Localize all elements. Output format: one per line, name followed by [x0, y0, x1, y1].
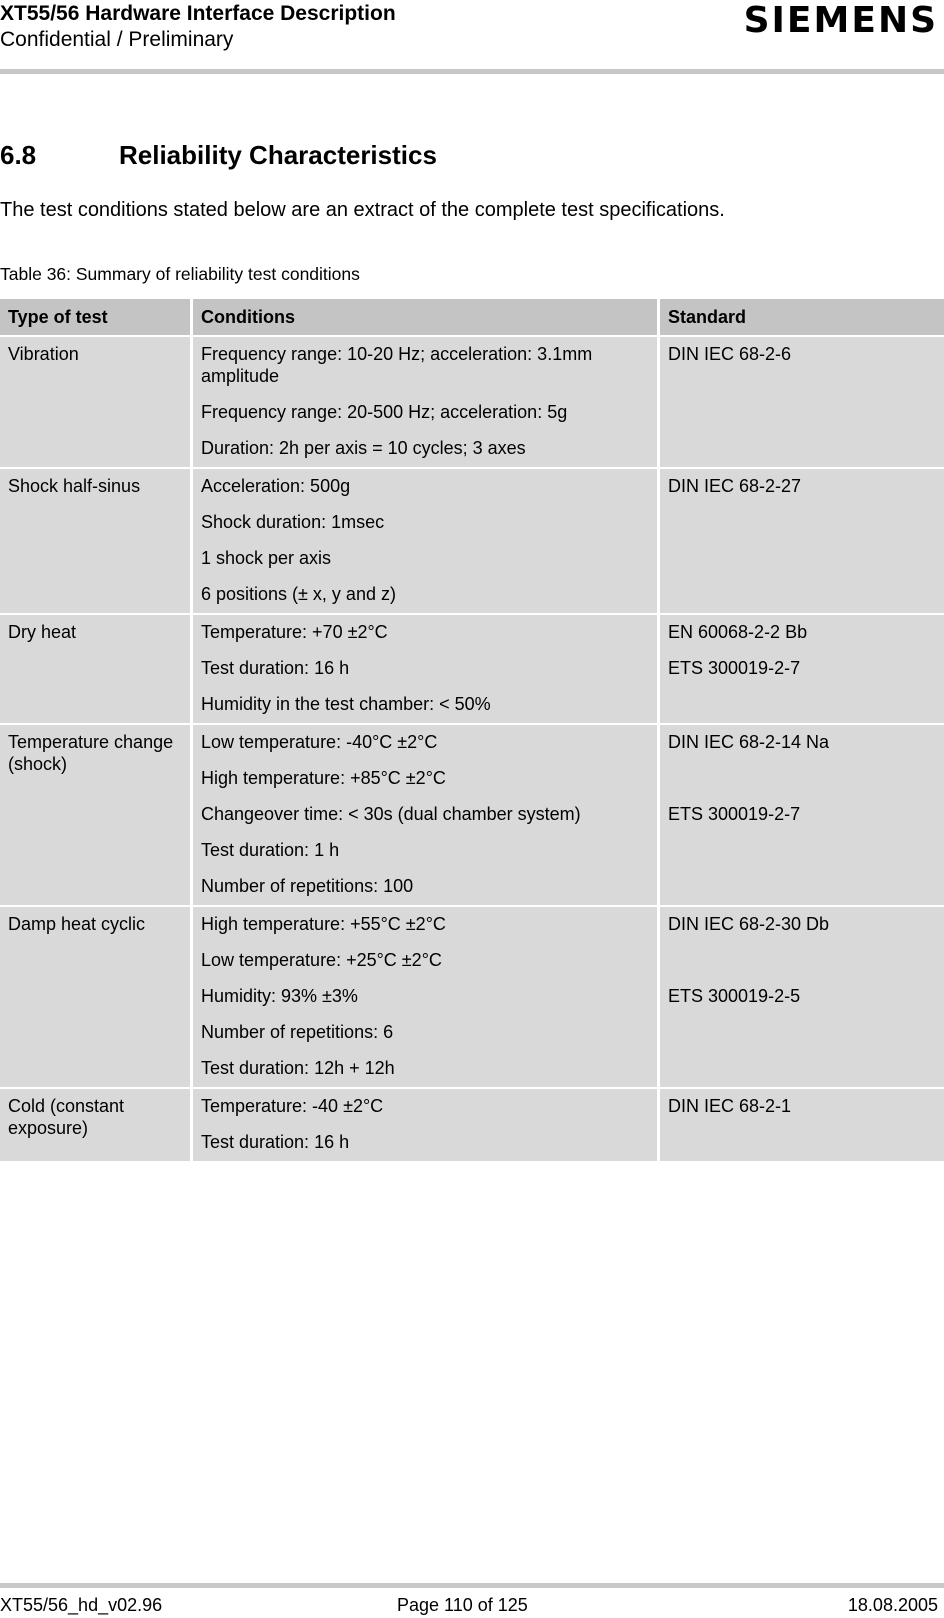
- condition-line: Duration: 2h per axis = 10 cycles; 3 axes: [201, 438, 526, 458]
- condition-line: Humidity in the test chamber: < 50%: [201, 694, 491, 714]
- cell-standard: [660, 337, 944, 469]
- condition-line: 1 shock per axis: [201, 548, 332, 568]
- condition-line: Test duration: 1 h: [201, 840, 340, 860]
- standard-line: ETS 300019-2-7: [668, 658, 801, 678]
- condition-line: Acceleration: 500g: [201, 476, 351, 496]
- cell-standard: [660, 725, 944, 907]
- condition-line: Number of repetitions: 6: [201, 1022, 394, 1042]
- condition-line: Number of repetitions: 100: [201, 876, 414, 896]
- footer-doc-id: XT55/56_hd_v02.96: [0, 1595, 163, 1615]
- table-row: [0, 1089, 944, 1163]
- standard-line: DIN IEC 68-2-6: [668, 344, 792, 364]
- standard-line: [668, 949, 936, 971]
- condition-line: Temperature: -40 ±2°C: [201, 1096, 384, 1116]
- footer-page-number: Page 110 of 125: [397, 1595, 528, 1615]
- table-row: [0, 469, 944, 615]
- cell-conditions: [193, 337, 660, 469]
- condition-line: High temperature: +85°C ±2°C: [201, 768, 446, 788]
- condition-line: Test duration: 16 h: [201, 1132, 350, 1152]
- footer-divider: [0, 1583, 944, 1588]
- cell-standard: [660, 615, 944, 725]
- header-standard: Standard: [660, 299, 944, 337]
- table-row: [0, 337, 944, 469]
- cell-type-of-test: Dry heat: [0, 615, 193, 725]
- header-conditions: Conditions: [193, 299, 660, 337]
- section-number: 6.8: [0, 140, 37, 170]
- cell-conditions: [193, 615, 660, 725]
- standard-line: DIN IEC 68-2-30 Db: [668, 914, 830, 934]
- condition-line: Temperature: +70 ±2°C: [201, 622, 388, 642]
- cell-standard: [660, 1089, 944, 1163]
- siemens-logo: SIEMENS: [743, 0, 938, 41]
- table-body: [0, 337, 944, 1163]
- condition-line: 6 positions (± x, y and z): [201, 584, 396, 604]
- header-type-of-test: Type of test: [0, 299, 193, 337]
- section-heading: [0, 140, 437, 171]
- condition-line: Low temperature: -40°C ±2°C: [201, 732, 438, 752]
- standard-line: DIN IEC 68-2-27: [668, 476, 802, 496]
- standard-line: [668, 767, 936, 789]
- cell-conditions: [193, 1089, 660, 1163]
- condition-line: Changeover time: < 30s (dual chamber system): [201, 804, 581, 824]
- header-divider: [0, 69, 944, 74]
- cell-conditions: [193, 725, 660, 907]
- condition-line: Shock duration: 1msec: [201, 512, 385, 532]
- cell-conditions: [193, 907, 660, 1089]
- section-title: Reliability Characteristics: [119, 140, 437, 170]
- cell-type-of-test: Cold (constant exposure): [0, 1089, 193, 1163]
- cell-standard: [660, 469, 944, 615]
- document-title: XT55/56 Hardware Interface Description: [0, 2, 396, 25]
- intro-paragraph: The test conditions stated below are an extract of the complete test specifications.: [0, 199, 725, 221]
- cell-type-of-test: Shock half-sinus: [0, 469, 193, 615]
- condition-line: High temperature: +55°C ±2°C: [201, 914, 446, 934]
- cell-type-of-test: Vibration: [0, 337, 193, 469]
- standard-line: EN 60068-2-2 Bb: [668, 622, 808, 642]
- table-caption: Table 36: Summary of reliability test conditions: [0, 264, 360, 284]
- condition-line: Test duration: 16 h: [201, 658, 350, 678]
- condition-line: Frequency range: 20-500 Hz; acceleration: 5g: [201, 402, 568, 422]
- cell-type-of-test: Temperature change (shock): [0, 725, 193, 907]
- document-subtitle: Confidential / Preliminary: [0, 28, 234, 51]
- table-row: [0, 907, 944, 1089]
- standard-line: ETS 300019-2-7: [668, 804, 801, 824]
- cell-type-of-test: Damp heat cyclic: [0, 907, 193, 1089]
- table-row: [0, 725, 944, 907]
- condition-line: Test duration: 12h + 12h: [201, 1058, 395, 1078]
- table-header-row: [0, 299, 944, 337]
- condition-line: Frequency range: 10-20 Hz; acceleration: 3.1mm amplitude: [201, 344, 593, 386]
- standard-line: DIN IEC 68-2-1: [668, 1096, 792, 1116]
- cell-standard: [660, 907, 944, 1089]
- standard-line: ETS 300019-2-5: [668, 986, 801, 1006]
- table-row: [0, 615, 944, 725]
- cell-conditions: [193, 469, 660, 615]
- condition-line: Low temperature: +25°C ±2°C: [201, 950, 442, 970]
- condition-line: Humidity: 93% ±3%: [201, 986, 358, 1006]
- standard-line: DIN IEC 68-2-14 Na: [668, 732, 830, 752]
- footer-date: 18.08.2005: [847, 1595, 938, 1615]
- reliability-table: [0, 299, 944, 1163]
